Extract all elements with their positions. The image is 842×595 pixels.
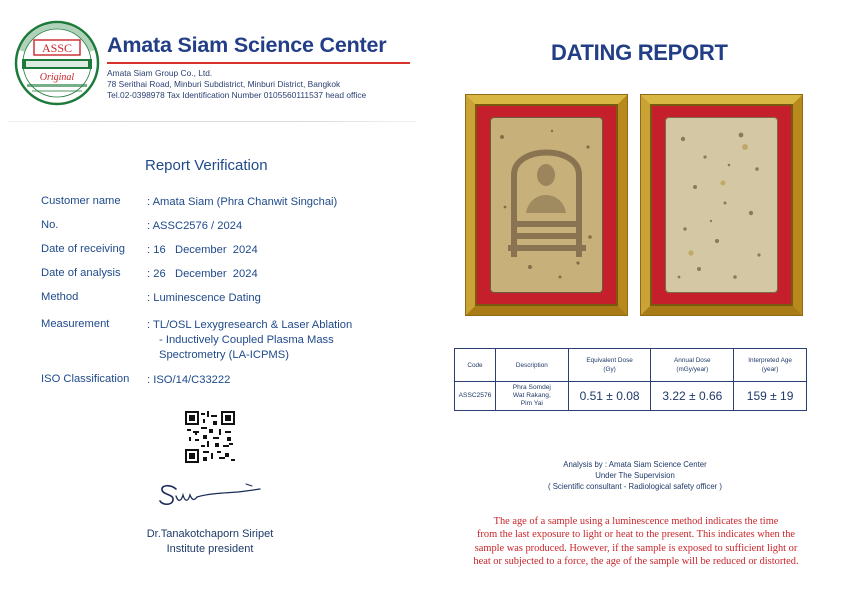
- cell-interpreted-age: 159 ± 19: [734, 382, 807, 411]
- field-label: Method: [41, 291, 79, 303]
- header-red-rule: [107, 62, 410, 64]
- field-value: : Amata Siam (Phra Chanwit Singchai): [147, 196, 338, 208]
- field-value: : 16 December 2024: [147, 244, 258, 256]
- field-label: Date of analysis: [41, 267, 121, 279]
- table-header-row: [455, 349, 807, 382]
- report-title: DATING REPORT: [551, 40, 728, 65]
- column-header: Annual Dose (mGy/year): [651, 349, 734, 382]
- signatory: [100, 527, 320, 557]
- signature: [150, 480, 265, 508]
- company-address: [107, 68, 412, 101]
- field-value: : ASSC2576 / 2024: [147, 220, 243, 232]
- field-value: : TL/OSL Lexygresearch & Laser Ablation - Inductively Coupled Plasma Mass Spectrometry (LA-ICPMS): [147, 319, 353, 361]
- cell-annual-dose: 3.22 ± 0.66: [651, 382, 734, 411]
- amulet-back-image: [665, 117, 778, 293]
- disclaimer-line: heat or subjected to a force, the age of the sample will be reduced or distorted.: [473, 555, 799, 567]
- qr-code[interactable]: [185, 411, 235, 463]
- field-label: No.: [41, 219, 59, 231]
- company-name: Amata Siam Science Center: [107, 33, 387, 57]
- signatory-position: Institute president: [166, 543, 254, 555]
- amulet-front-image: [490, 117, 603, 293]
- field-label: ISO Classification: [41, 373, 130, 385]
- disclaimer-line: from the last exposure to light or heat to the present. This indicates when the: [476, 529, 796, 541]
- amulet-photo-front: [466, 95, 627, 315]
- disclaimer: [448, 515, 824, 568]
- verification-title: Report Verification: [145, 157, 268, 174]
- field-value: : 26 December 2024: [147, 268, 258, 280]
- cell-equivalent-dose: 0.51 ± 0.08: [568, 382, 651, 411]
- field-value: : Luminescence Dating: [147, 292, 261, 304]
- logo-script-text: Original: [39, 72, 75, 83]
- header-divider: [8, 121, 416, 122]
- table-row: [455, 382, 807, 411]
- cell-code: ASSC2576: [455, 382, 496, 411]
- signatory-name: Dr.Tanakotchaporn Siripet: [146, 528, 274, 540]
- analysis-line: Under The Supervision: [595, 470, 675, 480]
- disclaimer-line: The age of a sample using a luminescence method indicates the time: [493, 516, 779, 527]
- company-line: 78 Serithai Road, Minburi Subdistrict, Minburi District, Bangkok: [107, 79, 341, 89]
- field-label: Customer name: [41, 195, 121, 207]
- analysis-line: Analysis by : Amata Siam Science Center: [563, 460, 707, 469]
- dating-table: [454, 348, 807, 411]
- column-header: Code: [455, 349, 496, 382]
- column-header: Description: [495, 349, 568, 382]
- column-header: Interpreted Age (year): [734, 349, 807, 382]
- company-line: Tel.02-0398978 Tax Identification Number 0105560111537 head office: [107, 90, 367, 100]
- column-header: Equivalent Dose (Gy): [568, 349, 651, 382]
- amulet-photo-back: [641, 95, 802, 315]
- field-value: : ISO/14/C33222: [147, 374, 231, 386]
- field-label: Date of receiving: [41, 243, 125, 255]
- logo-badge-text: ASSC: [41, 41, 73, 55]
- assc-logo: [12, 20, 102, 106]
- analysis-line: ( Scientific consultant - Radiological safety officer ): [547, 481, 723, 491]
- company-header: [107, 33, 412, 101]
- company-line: Amata Siam Group Co., Ltd.: [107, 68, 213, 78]
- field-label: Measurement: [41, 318, 110, 330]
- disclaimer-line: sample was produced. However, if the sample is exposed to sufficient light or: [474, 542, 798, 554]
- analysis-statement: [470, 460, 800, 492]
- cell-description: Phra Somdej Wat Rakang, Pim Yai: [495, 382, 568, 411]
